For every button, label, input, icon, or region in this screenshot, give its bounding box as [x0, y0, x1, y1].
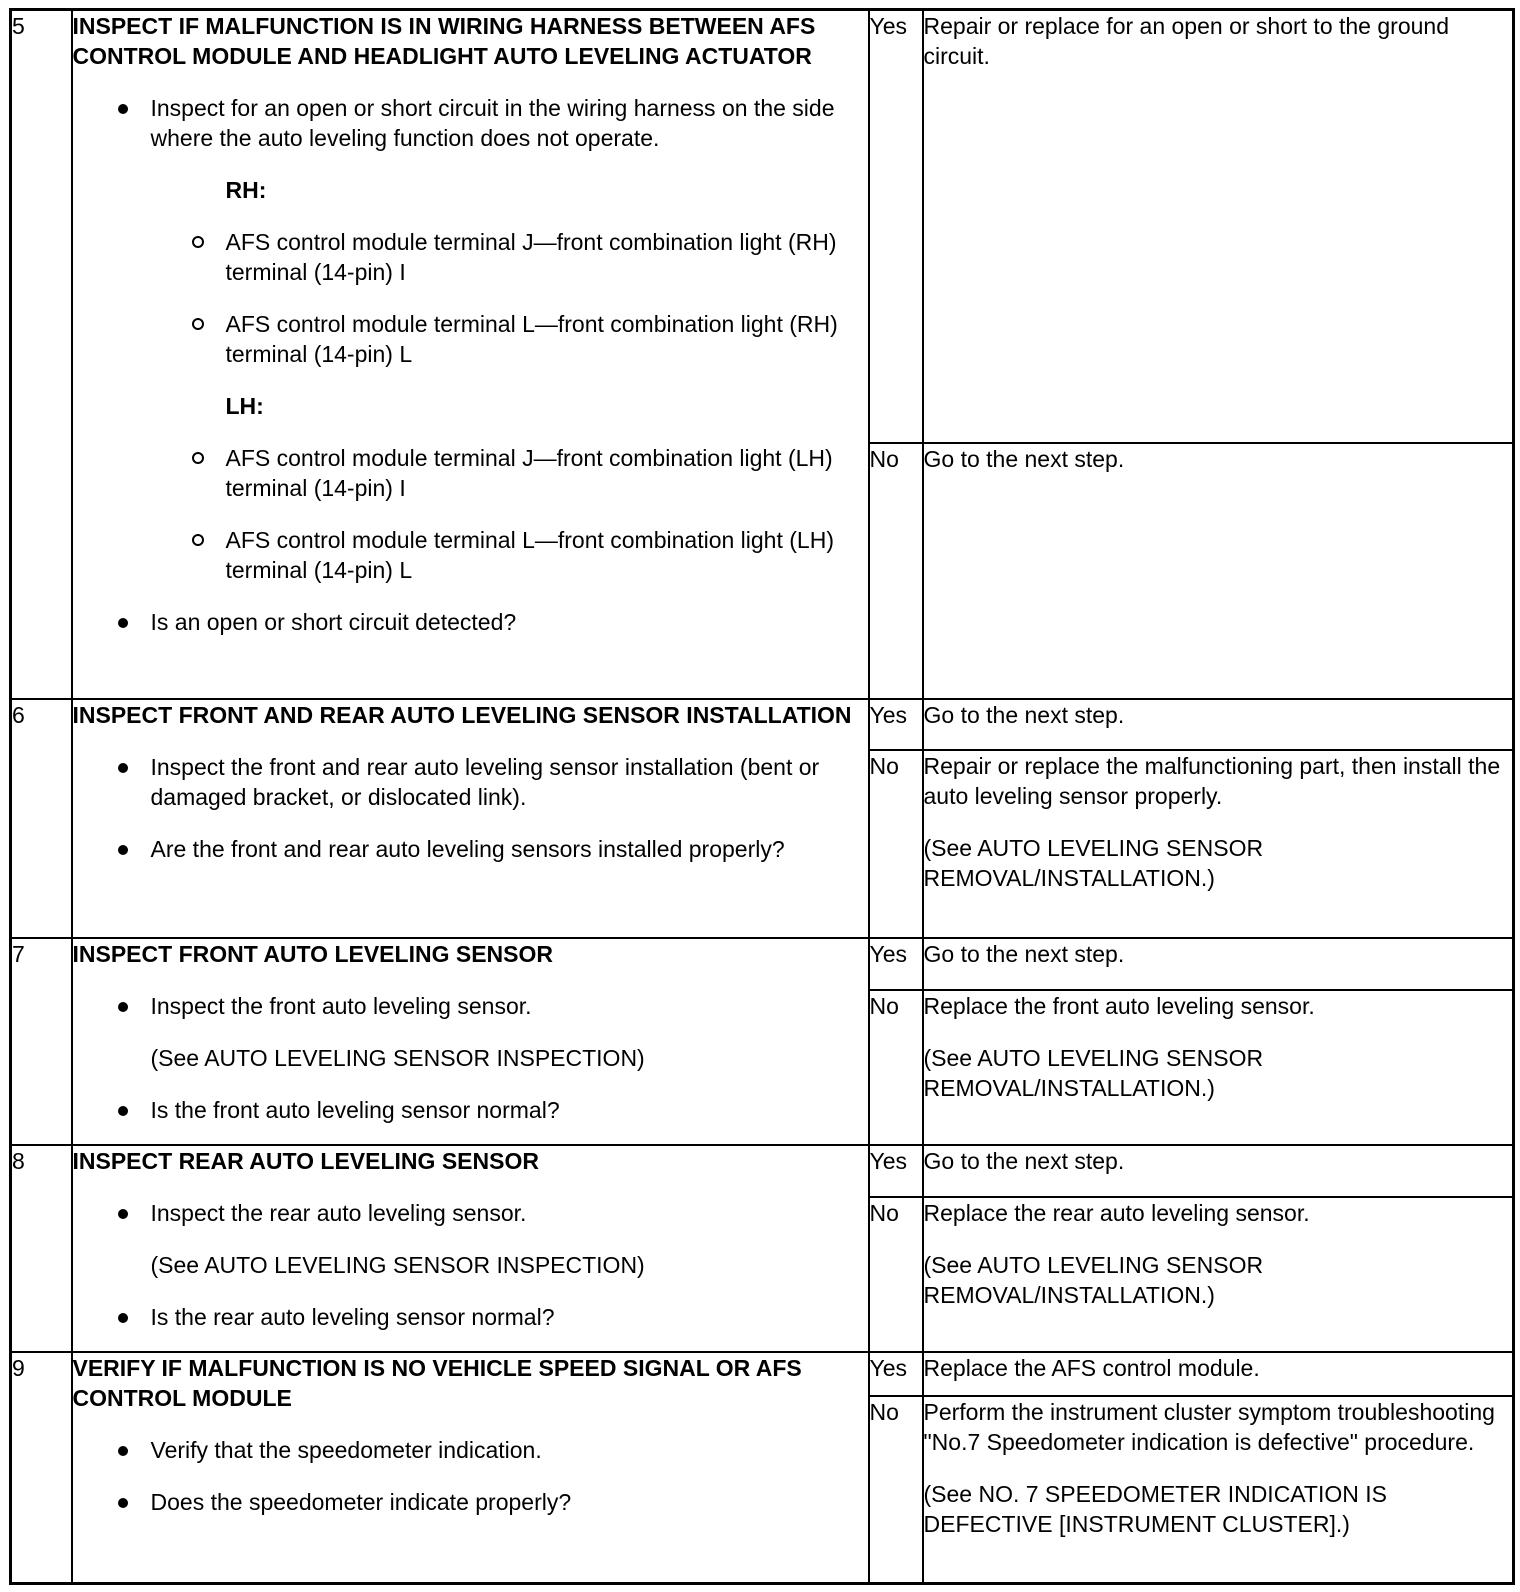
sub-bullet-item: AFS control module terminal L—front combination light (LH) terminal (14-pin) L	[73, 525, 868, 585]
result-reference: (See AUTO LEVELING SENSOR REMOVAL/INSTALLATION.)	[923, 1251, 1264, 1308]
yes-result	[923, 1352, 1514, 1396]
bullet-item: Inspect the front and rear auto leveling sensor installation (bent or damaged bracket, or dislocated link).	[73, 752, 868, 812]
yes-label: Yes	[869, 938, 923, 990]
step-number: 7	[11, 938, 72, 1145]
yes-label: Yes	[869, 699, 923, 750]
troubleshooting-table-container	[9, 8, 1512, 1585]
step-heading: INSPECT REAR AUTO LEVELING SENSOR	[72, 1147, 539, 1174]
bullet-item: Is an open or short circuit detected?	[73, 607, 868, 637]
result-text: Replace the AFS control module.	[923, 1354, 1260, 1381]
result-reference: (See NO. 7 SPEEDOMETER INDICATION IS DEFECTIVE [INSTRUMENT CLUSTER].)	[923, 1480, 1387, 1537]
bullet-item: Inspect the rear auto leveling sensor.	[73, 1198, 868, 1228]
no-label: No	[869, 1197, 923, 1352]
bullet-item: Verify that the speedometer indication.	[73, 1435, 868, 1465]
step-6-row-yes	[11, 699, 1514, 750]
step-heading: INSPECT IF MALFUNCTION IS IN WIRING HARNESS BETWEEN AFS CONTROL MODULE AND HEADLIGHT AUTO LEVELING ACTUATOR	[72, 13, 816, 69]
step-action	[72, 699, 869, 938]
step-action	[72, 10, 869, 699]
no-label: No	[869, 750, 923, 938]
yes-result	[923, 699, 1514, 750]
yes-label: Yes	[869, 1145, 923, 1197]
step-heading: INSPECT FRONT AND REAR AUTO LEVELING SENSOR INSTALLATION	[72, 701, 852, 728]
bullet-item: Is the rear auto leveling sensor normal?	[73, 1302, 868, 1332]
result-reference: (See AUTO LEVELING SENSOR REMOVAL/INSTALLATION.)	[923, 834, 1264, 891]
step-heading: VERIFY IF MALFUNCTION IS NO VEHICLE SPEED SIGNAL OR AFS CONTROL MODULE	[72, 1354, 802, 1411]
step-number: 8	[11, 1145, 72, 1352]
no-result	[923, 1197, 1514, 1352]
yes-label: Yes	[869, 1352, 923, 1396]
result-text: Replace the front auto leveling sensor.	[923, 992, 1315, 1019]
result-text: Repair or replace for an open or short to the ground circuit.	[923, 13, 1449, 69]
result-text: Go to the next step.	[923, 940, 1125, 967]
step-5-row-yes	[11, 10, 1514, 443]
side-label-lh: LH:	[225, 393, 264, 419]
no-result	[923, 443, 1514, 699]
step-number: 6	[11, 699, 72, 938]
result-text: Replace the rear auto leveling sensor.	[923, 1199, 1310, 1226]
no-result	[923, 1396, 1514, 1584]
yes-result	[923, 938, 1514, 990]
result-text: Go to the next step.	[923, 1147, 1125, 1174]
yes-result	[923, 10, 1514, 443]
no-result	[923, 750, 1514, 938]
bullet-item: Are the front and rear auto leveling sensors installed properly?	[73, 834, 868, 864]
step-8-row-yes	[11, 1145, 1514, 1197]
result-text: Repair or replace the malfunctioning part, then install the auto leveling sensor properly.	[923, 752, 1501, 809]
step-number: 9	[11, 1352, 72, 1584]
yes-label: Yes	[869, 10, 923, 443]
bullet-item: Does the speedometer indicate properly?	[73, 1487, 868, 1517]
yes-result	[923, 1145, 1514, 1197]
bullet-item: Is the front auto leveling sensor normal?	[73, 1095, 868, 1125]
sub-bullet-item: AFS control module terminal L—front combination light (RH) terminal (14-pin) L	[73, 309, 868, 369]
bullet-item: Inspect the front auto leveling sensor.	[73, 991, 868, 1021]
diagnostic-procedure-table	[9, 8, 1515, 1585]
step-action	[72, 1145, 869, 1352]
sub-bullet-item: AFS control module terminal J—front combination light (RH) terminal (14-pin) I	[73, 227, 868, 287]
step-heading: INSPECT FRONT AUTO LEVELING SENSOR	[72, 940, 553, 967]
no-label: No	[869, 443, 923, 699]
result-text: Go to the next step.	[923, 445, 1125, 472]
step-9-row-yes	[11, 1352, 1514, 1396]
result-reference: (See AUTO LEVELING SENSOR REMOVAL/INSTALLATION.)	[923, 1044, 1264, 1101]
no-label: No	[869, 990, 923, 1145]
bullet-item: Inspect for an open or short circuit in the wiring harness on the side where the auto leveling function does not operate.	[73, 93, 868, 153]
reference-note: (See AUTO LEVELING SENSOR INSPECTION)	[150, 1044, 645, 1071]
no-result	[923, 990, 1514, 1145]
result-text: Go to the next step.	[923, 701, 1125, 728]
step-7-row-yes	[11, 938, 1514, 990]
side-label-rh: RH:	[225, 177, 267, 203]
step-action	[72, 938, 869, 1145]
sub-bullet-item: AFS control module terminal J—front combination light (LH) terminal (14-pin) I	[73, 443, 868, 503]
reference-note: (See AUTO LEVELING SENSOR INSPECTION)	[150, 1251, 645, 1278]
step-number: 5	[11, 10, 72, 699]
step-action	[72, 1352, 869, 1584]
result-text: Perform the instrument cluster symptom troubleshooting "No.7 Speedometer indication is defective" procedure.	[923, 1398, 1495, 1455]
no-label: No	[869, 1396, 923, 1584]
